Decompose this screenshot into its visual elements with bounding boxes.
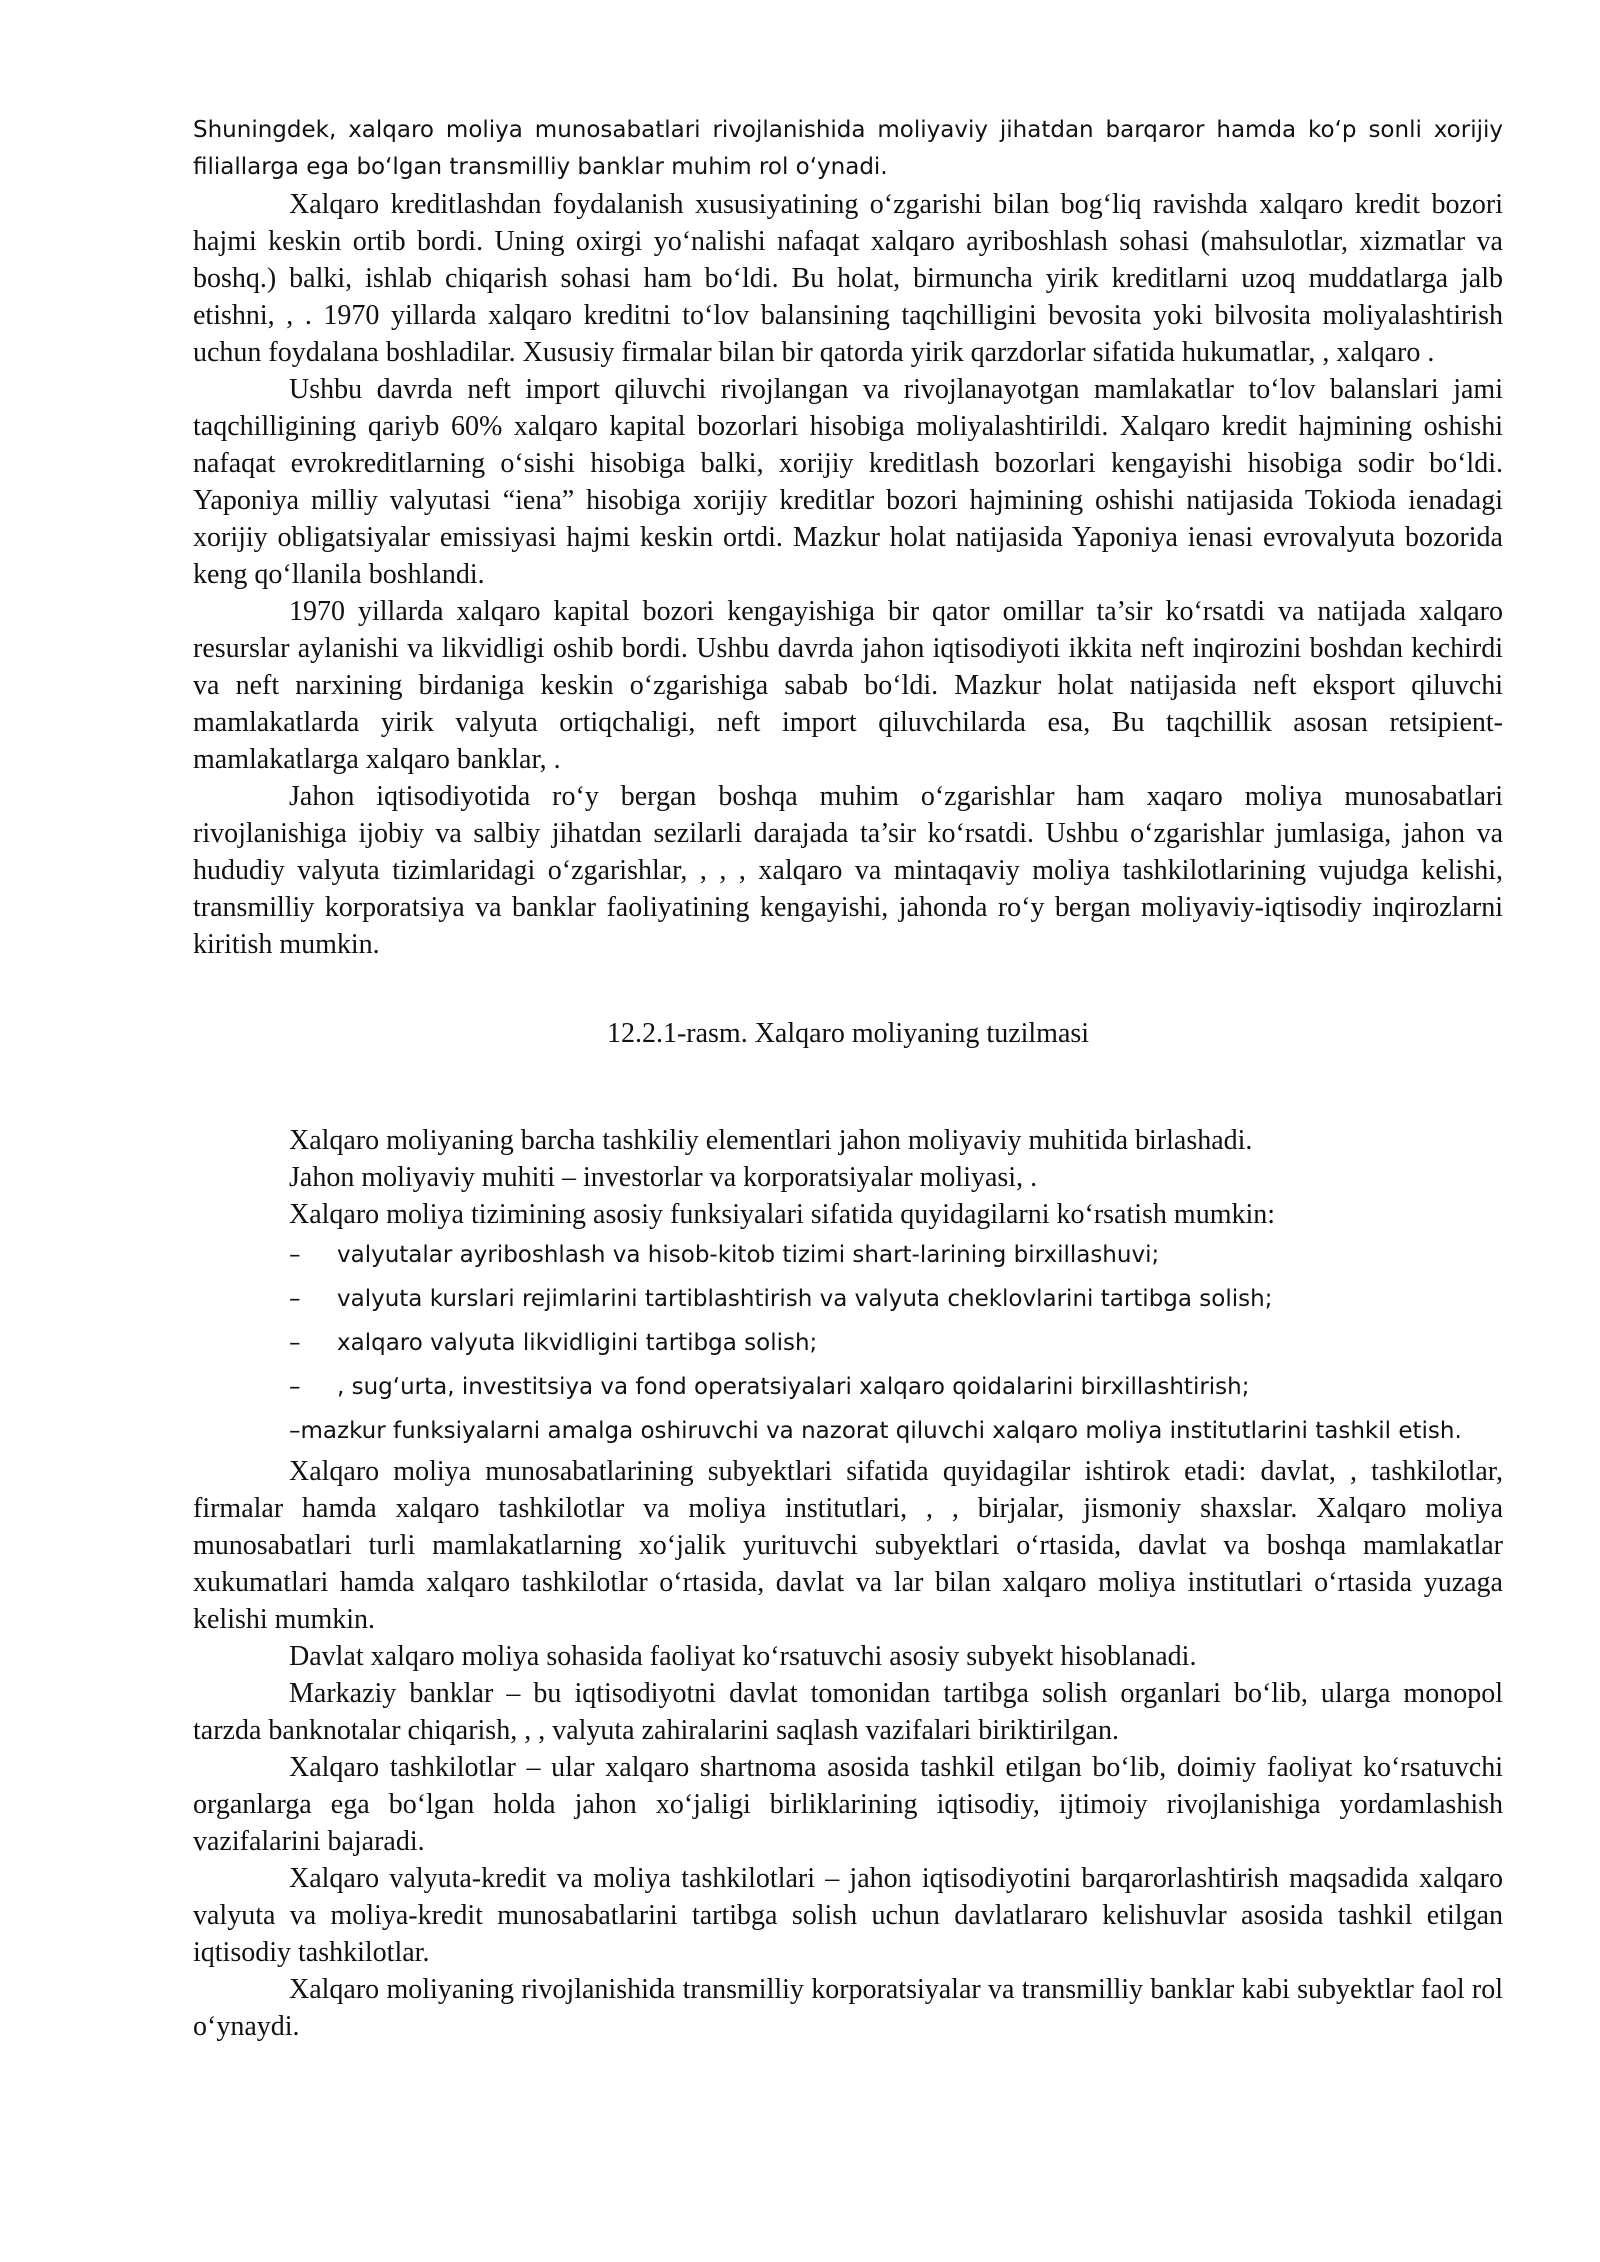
paragraph-state-subject: Davlat xalqaro moliya sohasida faoliyat ko‘rsatuvchi asosiy subyekt hisoblanadi. [289, 1641, 1197, 1672]
paragraph-tnc-tnb: Xalqaro moliyaning rivojlanishida transmilliy korporatsiyalar va transmilliy banklar kabi subyektlar faol rol o‘ynaydi. [193, 1974, 1503, 2042]
paragraph-functions-intro: Xalqaro moliya tizimining asosiy funksiyalari sifatida quyidagilarni ko‘rsatish mumkin: [289, 1199, 1276, 1230]
list-item-text: , sug‘urta, investitsiya va fond operatsiyalari xalqaro qoidalarini birxillashtirish; [337, 1374, 1250, 1400]
figure-caption: 12.2.1-rasm. Xalqaro moliyaning tuzilmasi [606, 1018, 1090, 1049]
list-item [193, 1409, 1503, 1453]
list-item [193, 1277, 1503, 1321]
list-item-text: valyutalar ayriboshlash va hisob-kitob tizimi shart-larining birxillashuvi; [337, 1242, 1160, 1268]
paragraph-1970s-capital-market: 1970 yillarda xalqaro kapital bozori kengayishiga bir qator omillar ta’sir ko‘rsatdi va natijada xalqaro resurslar aylanishi va likvidligi oshib bordi. Ushbu davrda jahon iqtisodiyoti ikkita neft inqirozini boshdan kechirdi va neft narxining birdaniga keskin o‘zgarishiga sabab bo‘ldi. Mazkur holat natijasida neft eksport qiluvchi mamlakatlarda yirik valyuta ortiqchaligi, neft import qiluvchilarda esa, Bu taqchillik asosan retsipient-mamlakatlarga xalqaro banklar, . [193, 596, 1503, 775]
paragraph-currency-credit-organizations: Xalqaro valyuta-kredit va moliya tashkilotlari – jahon iqtisodiyotini barqarorlashtirish maqsadida xalqaro valyuta va moliya-kredit munosabatlarini tartibga solish uchun davlatlararo kelishuvlar asosida tashkil etilgan iqtisodiy tashkilotlar. [193, 1863, 1503, 1968]
paragraph-international-organizations: Xalqaro tashkilotlar – ular xalqaro shartnoma asosida tashkil etilgan bo‘lib, doimiy faoliyat ko‘rsatuvchi organlarga ega bo‘lgan holda jahon xo‘jaligi birliklarining iqtisodiy, ijtimoiy rivojlanishiga yordamlashish vazifalarini bajaradi. [193, 1752, 1503, 1857]
dash-bullet: – [289, 1330, 301, 1356]
list-item-text: valyuta kurslari rejimlarini tartiblashtirish va valyuta cheklovlarini tartibga solish; [337, 1286, 1273, 1312]
paragraph-credit-market: Xalqaro kreditlashdan foydalanish xususiyatining o‘zgarishi bilan bog‘liq ravishda xalqaro kredit bozori hajmi keskin ortib bordi. Uning oxirgi yo‘nalishi nafaqat xalqaro ayriboshlash sohasi (mahsulotlar, xizmatlar va boshq.) balki, ishlab chiqarish sohasi ham bo‘ldi. Bu holat, birmuncha yirik kreditlarni uzoq muddatlarga jalb etishni, , . 1970 yillarda xalqaro kreditni to‘lov balansining taqchilligini bevosita yoki bilvosita moliyalashtirish uchun foydalana boshladilar. Xususiy firmalar bilan bir qatorda yirik qarzdorlar sifatida hukumatlar, , xalqaro . [193, 189, 1503, 368]
paragraph-oil-import-deficit: Ushbu davrda neft import qiluvchi rivojlangan va rivojlanayotgan mamlakatlar to‘lov balanslari jami taqchilligining qariyb 60% xalqaro kapital bozorlari hisobiga moliyalashtirildi. Xalqaro kredit hajmining oshishi nafaqat evrokreditlarning o‘sishi hisobiga balki, xorijiy kreditlash bozorlari kengayishi hisobiga sodir bo‘ldi. Yaponiya milliy valyutasi “iena” hisobiga xorijiy kreditlar bozori hajmining oshishi natijasida Tokioda ienadagi xorijiy obligatsiyalar emissiyasi hajmi keskin ortdi. Mazkur holat natijasida Yaponiya ienasi evrovalyuta bozorida keng qo‘llanila boshlandi. [193, 374, 1503, 590]
document-page [193, 112, 1503, 2045]
paragraph-transnational-banks: Shuningdek, xalqaro moliya munosabatlari rivojlanishida moliyaviy jihatdan barqaror hamda ko‘p sonli xorijiy filiallarga ega bo‘lgan transmilliy banklar muhim rol o‘ynadi. [193, 117, 1503, 180]
list-item [193, 1233, 1503, 1277]
dash-bullet: – [289, 1242, 301, 1268]
list-item-text: mazkur funksiyalarni amalga oshiruvchi va nazorat qiluvchi xalqaro moliya institutlarini tashkil etish. [300, 1418, 1462, 1444]
list-item [193, 1321, 1503, 1365]
functions-list [193, 1233, 1503, 1453]
paragraph-central-banks: Markaziy banklar – bu iqtisodiyotni davlat tomonidan tartibga solish organlari bo‘lib, ularga monopol tarzda banknotalar chiqarish, , , valyuta zahiralarini saqlash vazifalari biriktirilgan. [193, 1678, 1503, 1746]
list-item-text: xalqaro valyuta likvidligini tartibga solish; [337, 1330, 818, 1356]
paragraph-subjects: Xalqaro moliya munosabatlarining subyektlari sifatida quyidagilar ishtirok etadi: davlat, , tashkilotlar, firmalar hamda xalqaro tashkilotlar va moliya institutlari, , , birjalar, jismoniy shaxslar. Xalqaro moliya munosabatlari turli mamlakatlarning xo‘jalik yurituvchi subyektlari o‘rtasida, davlat va boshqa mamlakatlar xukumatlari hamda xalqaro tashkilotlar o‘rtasida, davlat va lar bilan xalqaro moliya institutlari o‘rtasida yuzaga kelishi mumkin. [193, 1456, 1503, 1635]
dash-bullet: – [289, 1374, 301, 1400]
paragraph-organizational-elements: Xalqaro moliyaning barcha tashkiliy elementlari jahon moliyaviy muhitida birlashadi. [289, 1125, 1253, 1156]
list-item [193, 1365, 1503, 1409]
paragraph-world-economy-changes: Jahon iqtisodiyotida ro‘y bergan boshqa muhim o‘zgarishlar ham xaqaro moliya munosabatlari rivojlanishiga ijobiy va salbiy jihatdan sezilarli darajada ta’sir ko‘rsatdi. Ushbu o‘zgarishlar jumlasiga, jahon va hududiy valyuta tizimlaridagi o‘zgarishlar, , , , xalqaro va mintaqaviy moliya tashkilotlarining vujudga kelishi, transmilliy korporatsiya va banklar faoliyatining kengayishi, jahonda ro‘y bergan moliyaviy-iqtisodiy inqirozlarni kiritish mumkin. [193, 781, 1503, 960]
dash-bullet: – [289, 1418, 301, 1444]
paragraph-financial-environment: Jahon moliyaviy muhiti – investorlar va korporatsiyalar moliyasi, . [289, 1162, 1038, 1193]
dash-bullet: – [289, 1286, 301, 1312]
